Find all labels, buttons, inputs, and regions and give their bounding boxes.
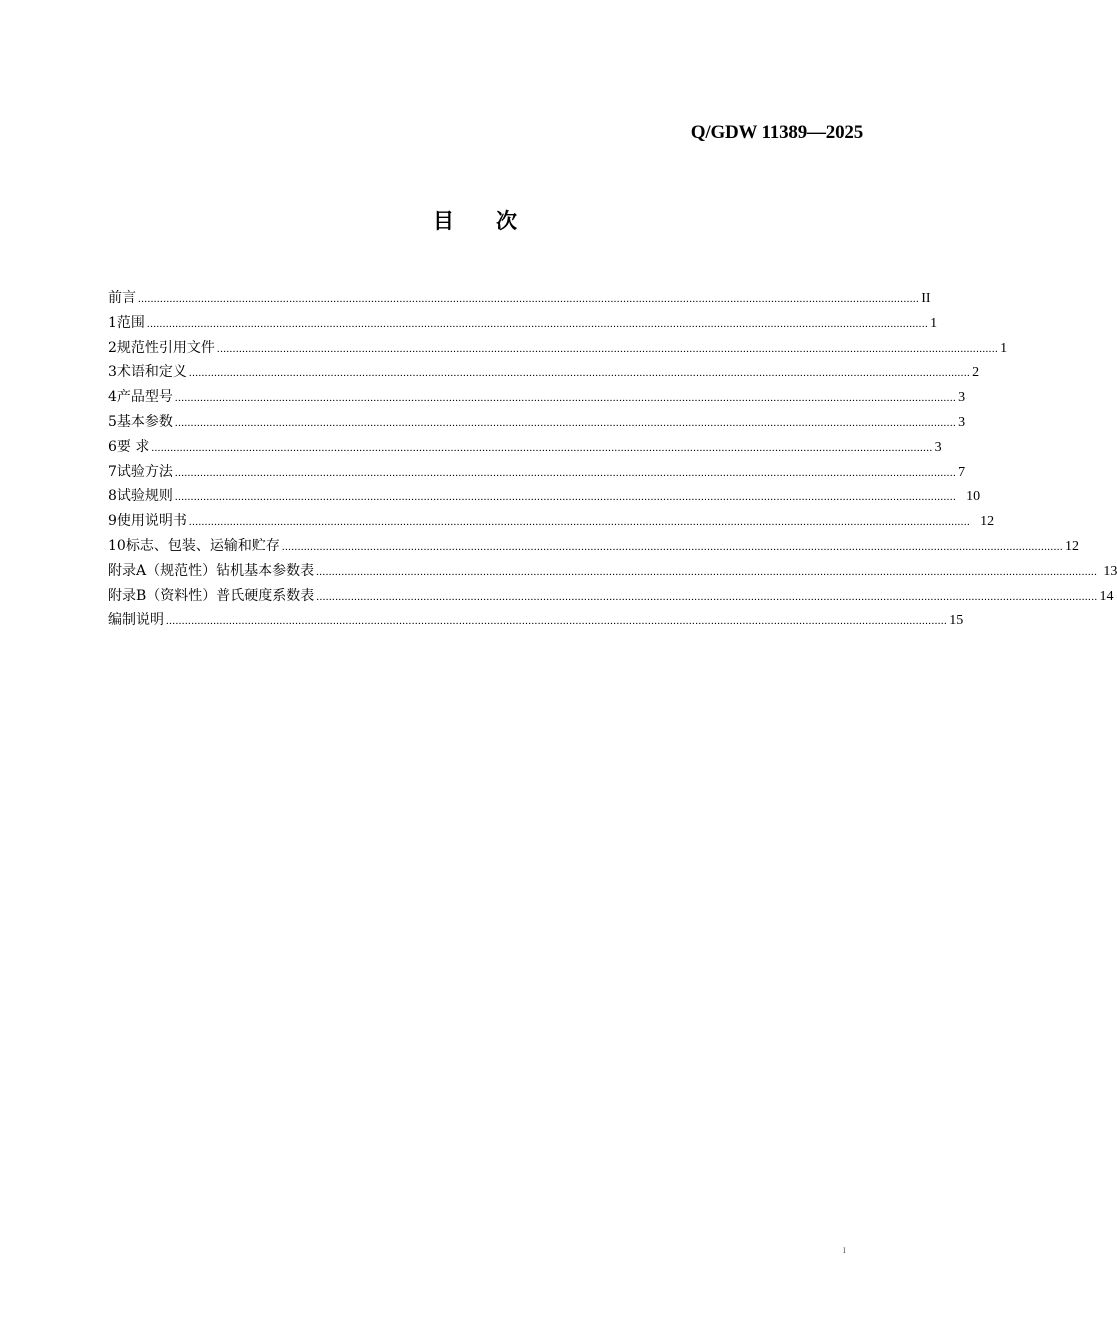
- toc-page: 15: [949, 613, 964, 629]
- toc-page: 2: [972, 365, 980, 381]
- toc-number: 附: [108, 562, 122, 579]
- toc-page: 13: [1103, 563, 1117, 579]
- toc-label: 规范性引用文件: [116, 339, 215, 356]
- toc-label: 试验方法: [116, 463, 173, 480]
- toc-entry[interactable]: [108, 509, 995, 534]
- toc-number: 10: [108, 537, 126, 554]
- toc-label: 编制说明: [108, 612, 164, 629]
- toc-entry[interactable]: [108, 435, 942, 460]
- toc-leader: ........................................................................................................................................................................................................................................................: [316, 590, 1098, 603]
- toc-entry[interactable]: [108, 608, 964, 633]
- toc-page: 3: [958, 414, 966, 430]
- page-number: I: [843, 1246, 846, 1255]
- toc-number: 6: [108, 438, 117, 455]
- toc-entry[interactable]: [108, 360, 980, 385]
- toc-page: 3: [958, 390, 966, 406]
- toc-page: 12: [980, 514, 995, 530]
- toc-page: 12: [1065, 538, 1080, 554]
- toc-number: 9: [108, 513, 117, 530]
- toc-entry[interactable]: [108, 286, 931, 311]
- toc-entry[interactable]: [108, 311, 938, 336]
- toc-page: 7: [958, 464, 966, 480]
- toc-page: 14: [1099, 588, 1114, 604]
- toc-number: 4: [108, 389, 117, 406]
- toc-leader: ........................................................................................................................................................................................................................................................: [166, 615, 948, 628]
- toc-entry[interactable]: [108, 484, 981, 509]
- toc-entry[interactable]: [108, 385, 966, 410]
- toc-leader: ........................................................................................................................................................................................................................................................: [174, 416, 957, 429]
- toc-number: 7: [108, 463, 117, 480]
- toc-label: 标志、包装、运输和贮存: [125, 537, 280, 554]
- toc-number: 附: [108, 587, 122, 604]
- toc-label: 要 求: [116, 438, 150, 455]
- toc-label: 基本参数: [116, 413, 173, 430]
- toc-label: 术语和定义: [116, 364, 187, 381]
- toc-entry[interactable]: [108, 460, 966, 485]
- toc-page: 1: [930, 315, 938, 331]
- toc-entry[interactable]: [108, 584, 1114, 609]
- toc-number: 8: [108, 488, 117, 505]
- toc-label: 产品型号: [116, 389, 173, 406]
- toc-label: 使用说明书: [116, 513, 187, 530]
- toc-label: 录A（规范性）钻机基本参数表: [122, 562, 315, 579]
- toc-entry[interactable]: [108, 336, 1008, 361]
- toc-number: 3: [108, 364, 117, 381]
- toc-page: 3: [934, 439, 942, 455]
- toc-page: 1: [1000, 340, 1008, 356]
- toc-leader: ........................................................................................................................................................................................................................................................: [188, 516, 971, 529]
- standard-code: Q/GDW 11389—2025: [690, 122, 863, 143]
- toc-page: II: [921, 291, 931, 306]
- toc-entry[interactable]: [108, 534, 1080, 559]
- toc-leader: ........................................................................................................................................................................................................................................................: [281, 540, 1064, 553]
- toc-label: 前言: [108, 290, 136, 306]
- toc-number: 5: [108, 413, 117, 430]
- toc-leader: ........................................................................................................................................................................................................................................................: [174, 466, 957, 479]
- page-title: 目 次: [433, 209, 517, 233]
- toc-label: 试验规则: [116, 488, 173, 505]
- toc-leader: ........................................................................................................................................................................................................................................................: [174, 491, 957, 504]
- toc-leader: ........................................................................................................................................................................................................................................................: [216, 342, 999, 355]
- toc-label: 范围: [116, 314, 145, 331]
- toc-leader: ........................................................................................................................................................................................................................................................: [188, 367, 971, 380]
- toc-entry[interactable]: [108, 410, 966, 435]
- toc-leader: ........................................................................................................................................................................................................................................................: [151, 441, 933, 454]
- toc-entry[interactable]: [108, 559, 1117, 584]
- toc-page: 10: [966, 489, 981, 505]
- toc-number: 2: [108, 339, 117, 356]
- table-of-contents: [108, 286, 1117, 633]
- toc-leader: ........................................................................................................................................................................................................................................................: [146, 317, 929, 330]
- toc-leader: ........................................................................................................................................................................................................................................................: [138, 293, 920, 305]
- toc-leader: ........................................................................................................................................................................................................................................................: [316, 565, 1098, 578]
- toc-number: 1: [108, 314, 117, 331]
- toc-leader: ........................................................................................................................................................................................................................................................: [174, 392, 957, 405]
- toc-label: 录B（资料性）普氏硬度系数表: [122, 587, 315, 604]
